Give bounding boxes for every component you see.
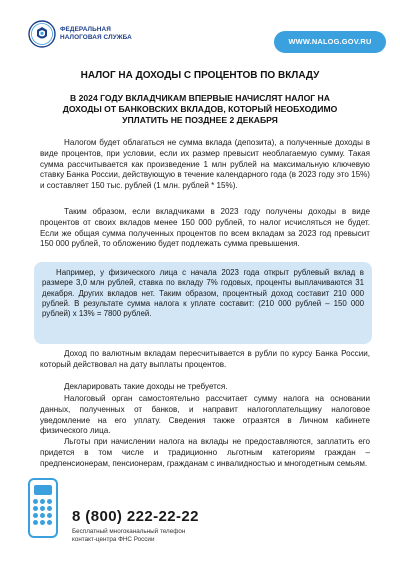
paragraph-tax-notice: Налоговый орган самостоятельно рассчитает сумму налога на основании данных, полученных от банков, и направит налогоплательщику налоговое уведомление на его уплату. Сведения также отразятся в Личном кабинете физического лица.	[40, 394, 370, 436]
phone-keypad-icon	[33, 499, 53, 525]
website-link-button[interactable]: WWW.NALOG.GOV.RU	[274, 31, 386, 53]
hotline-caption-line1: Бесплатный многоканальный телефон	[72, 528, 186, 535]
paragraph-no-benefits: Льготы при начислении налога на вклады не предоставляются, заплатить его придется в том числе и традиционно льготным категориям граждан – предпенсионерам, пенсионерам, гражданам с инвалидностью и многодетным семьям.	[40, 437, 370, 468]
page-title: НАЛОГ НА ДОХОДЫ С ПРОЦЕНТОВ ПО ВКЛАДУ	[80, 70, 320, 81]
org-name-line2: НАЛОГОВАЯ СЛУЖБА	[60, 34, 132, 41]
paragraph-currency-deposits: Доход по валютным вкладам пересчитывается в рубли по курсу Банка России, который действовал на дату выплаты процентов.	[40, 349, 370, 369]
hotline-caption-line2: контакт-центра ФНС России	[72, 536, 155, 543]
phone-screen-icon	[34, 485, 52, 495]
paragraph-taxable-amount: Налогом будет облагаться не сумма вклада (депозита), а полученные доходы в виде процентов, при условии, если их размер превысит необлагаемую сумму. Такая сумма рассчитывается как произведение 1 млн рублей на максимальную ключевую ставку Банка России, действующую в течение календарного года (в 2023 году это 15%) и составляет 150 тыс. рублей (1 млн. рублей * 15%).	[40, 138, 370, 191]
org-name	[60, 26, 132, 42]
fns-emblem-icon	[28, 20, 56, 48]
org-name-line1: ФЕДЕРАЛЬНАЯ	[60, 26, 111, 33]
page-subtitle: В 2024 ГОДУ ВКЛАДЧИКАМ ВПЕРВЫЕ НАЧИСЛЯТ НАЛОГ НА ДОХОДЫ ОТ БАНКОВСКИХ ВКЛАДОВ, КОТОРЫЙ НЕОБХОДИМО УПЛАТИТЬ НЕ ПОЗДНЕЕ 2 ДЕКАБРЯ	[62, 93, 338, 126]
hotline-caption	[72, 528, 185, 544]
header	[0, 0, 400, 62]
paragraph-no-declaration: Декларировать такие доходы не требуется.	[64, 382, 228, 391]
paragraph-threshold: Таким образом, если вкладчиками в 2023 году получены доходы в виде процентов от своих вкладов менее 150 000 рублей, то налог исчисляться не будет. Если же общая сумма полученных процентов по всем вкладам за 2023 год превысит 150 000 рублей, то обложению будет подлежать сумма превышения.	[40, 207, 370, 249]
phone-icon	[28, 478, 58, 538]
hotline-phone-number[interactable]: 8 (800) 222-22-22	[72, 508, 199, 525]
example-text: Например, у физического лица с начала 2023 года открыт рублевый вклад в размере 3,0 млн рублей, ставка по вкладу 7% годовых, проценты выплачиваются 31 декабря. Других вкладов нет. Таким образом, процентный доход составит 210 000 рублей. В результате сумма налога к уплате составит: (210 000 рублей – 150 000 рублей) х 13% = 7800 рублей.	[42, 268, 364, 319]
